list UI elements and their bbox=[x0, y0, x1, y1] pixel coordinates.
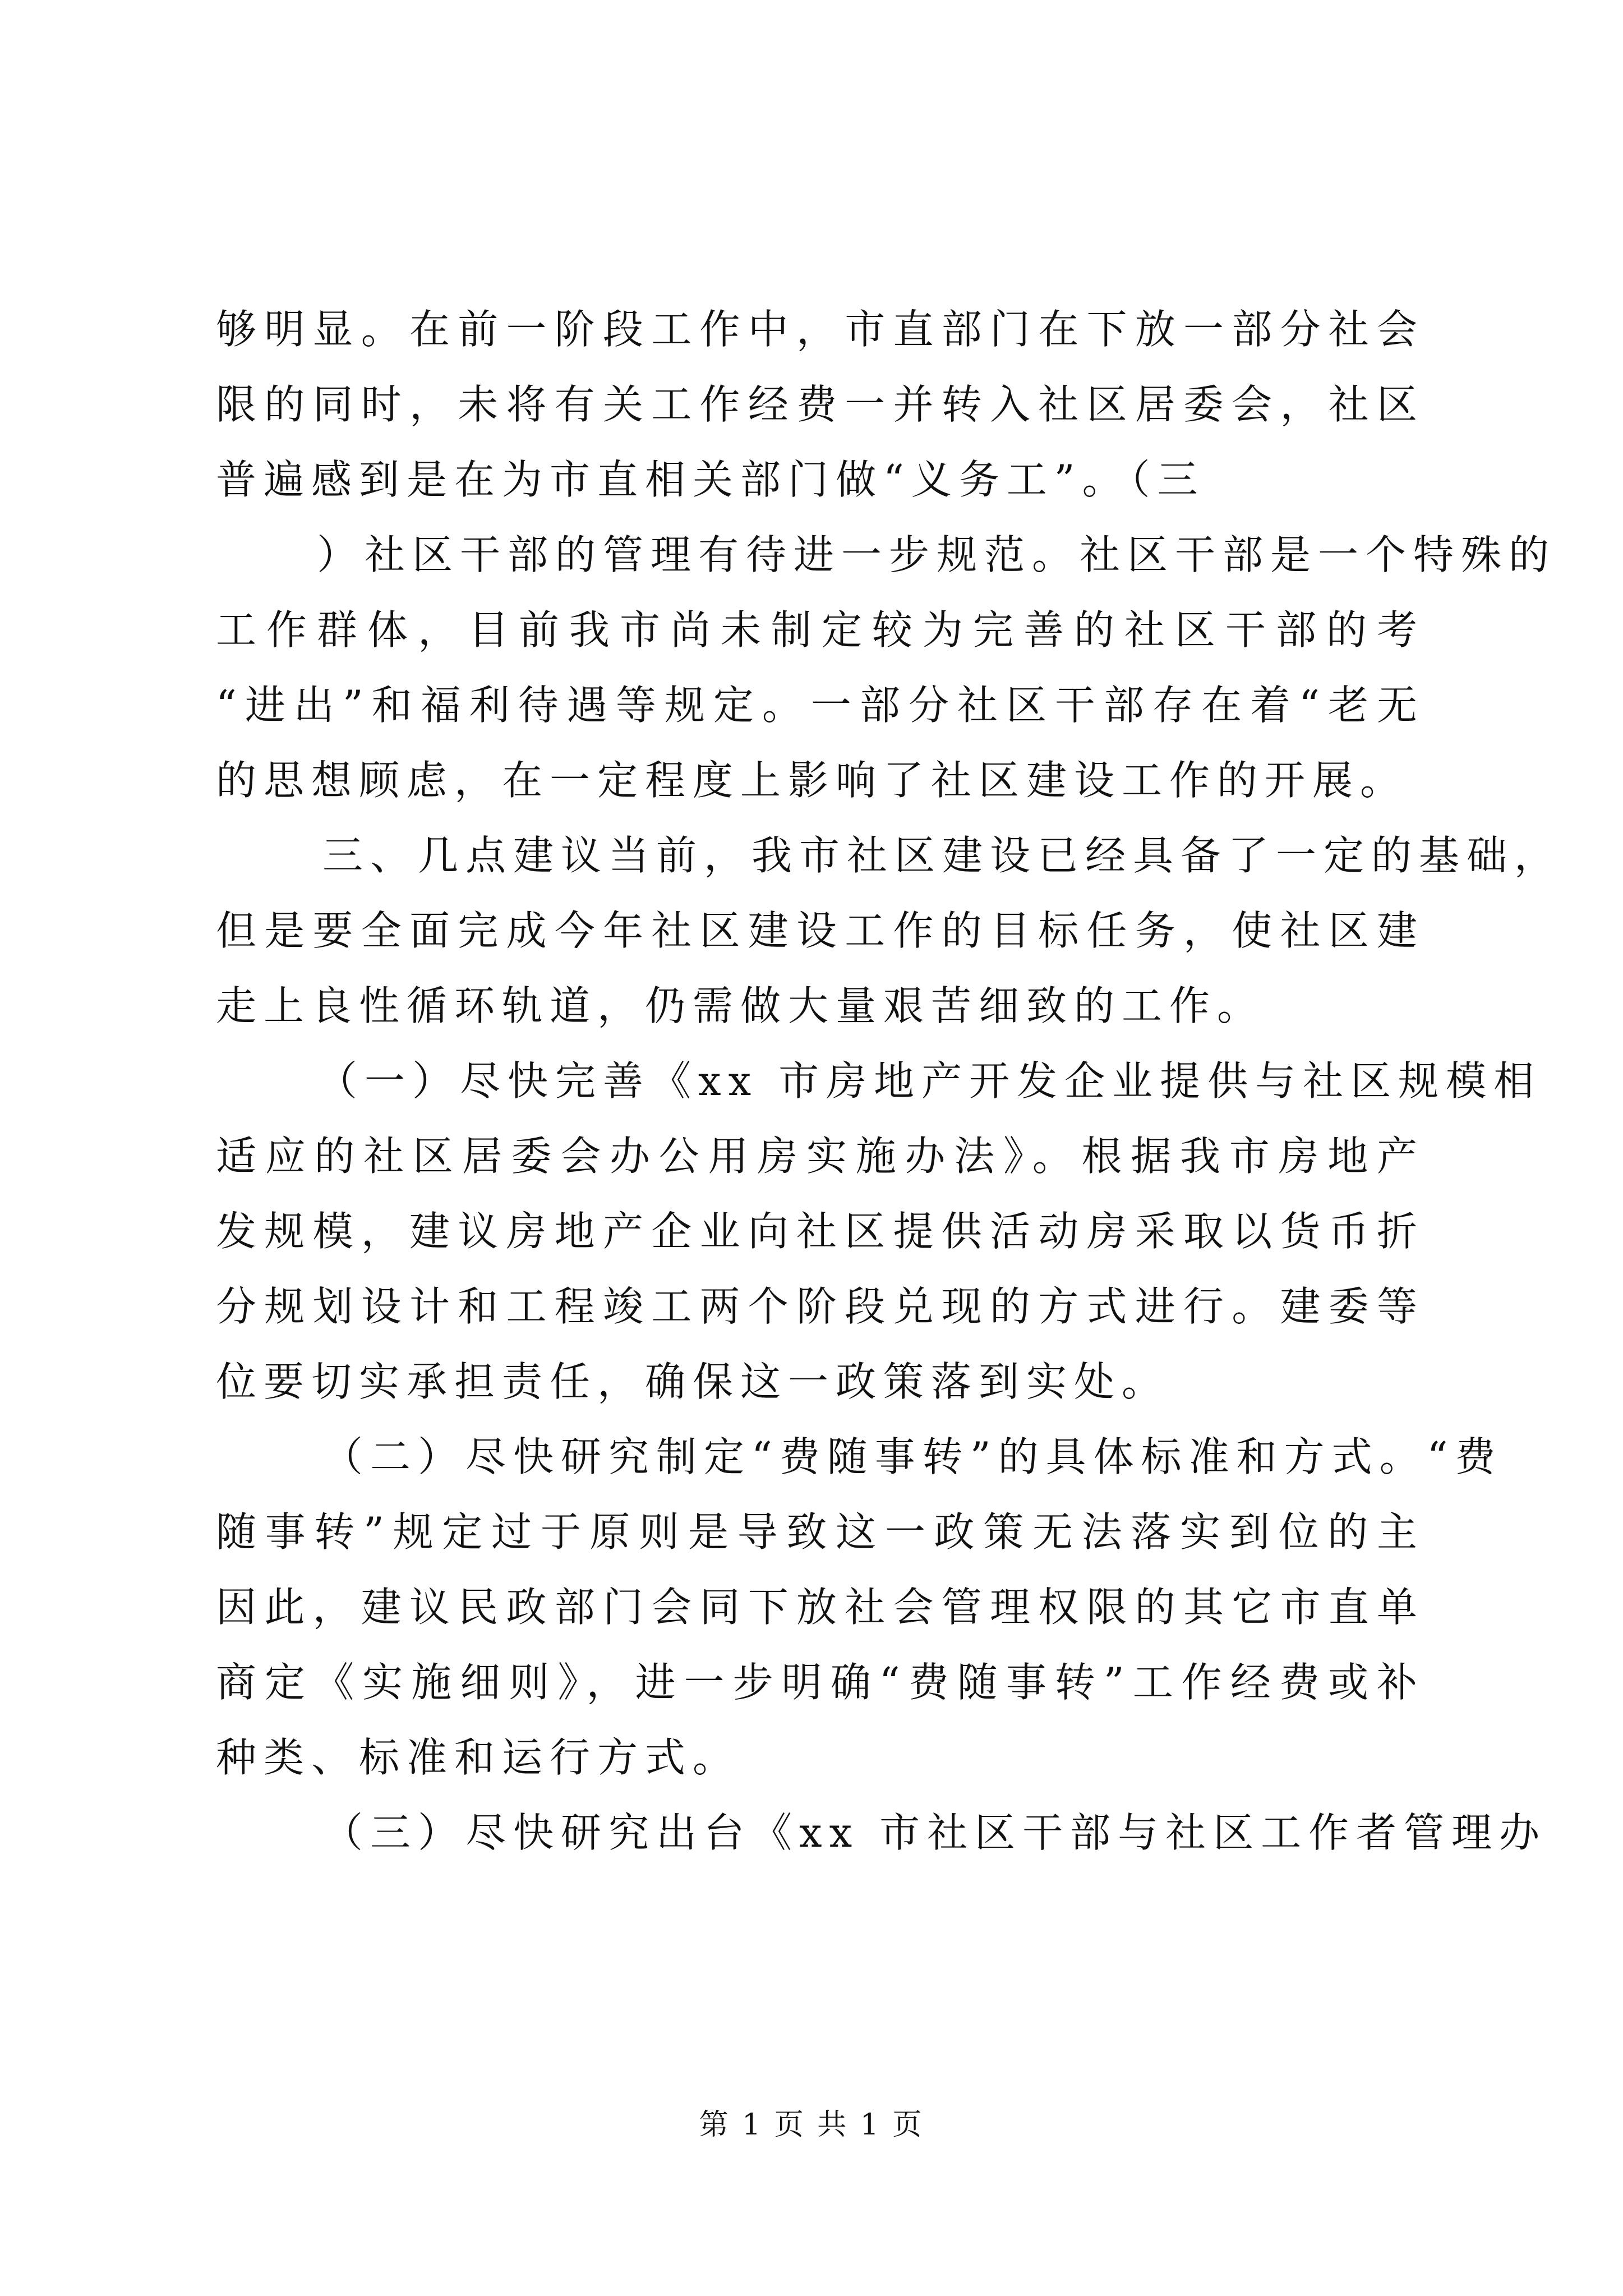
text-line: 发规模，建议房地产企业向社区提供活动房采取以货币折 bbox=[216, 1208, 1424, 1255]
text-line: （二）尽快研究制定“费随事转”的具体标准和方式。“费 bbox=[322, 1433, 1503, 1480]
text-line: ）社区干部的管理有待进一步规范。社区干部是一个特殊的 bbox=[317, 531, 1557, 578]
text-line: （一）尽快完善《xx 市房地产开发企业提供与社区规模相 bbox=[317, 1057, 1542, 1105]
text-line: 因此，建议民政部门会同下放社会管理权限的其它市直单 bbox=[216, 1584, 1424, 1631]
text-line: 的思想顾虑，在一定程度上影响了社区建设工作的开展。 bbox=[216, 757, 1408, 804]
body-text bbox=[216, 292, 1562, 1870]
text-line: “进出”和福利待遇等规定。一部分社区干部存在着“老无 bbox=[216, 682, 1424, 729]
text-line: 三、几点建议当前，我市社区建设已经具备了一定的基础， bbox=[322, 832, 1562, 879]
text-line: 普遍感到是在为市直相关部门做“义务工”。（三 bbox=[216, 456, 1205, 503]
text-line: 走上良性循环轨道，仍需做大量艰苦细致的工作。 bbox=[216, 982, 1265, 1029]
text-line: 种类、标准和运行方式。 bbox=[216, 1734, 741, 1781]
text-line: 工作群体，目前我市尚未制定较为完善的社区干部的考 bbox=[216, 606, 1424, 654]
text-line: 商定《实施细则》，进一步明确“费随事转”工作经费或补 bbox=[216, 1659, 1424, 1706]
text-line: 但是要全面完成今年社区建设工作的目标任务，使社区建 bbox=[216, 907, 1424, 954]
text-line: 够明显。在前一阶段工作中，市直部门在下放一部分社会 bbox=[216, 306, 1424, 353]
text-line: 限的同时，未将有关工作经费一并转入社区居委会，社区 bbox=[216, 381, 1424, 428]
text-line: 随事转”规定过于原则是导致这一政策无法落实到位的主 bbox=[216, 1508, 1424, 1556]
text-line: 适应的社区居委会办公用房实施办法》。根据我市房地产 bbox=[216, 1133, 1424, 1180]
page-number-footer: 第 1 页 共 1 页 bbox=[699, 2108, 924, 2142]
text-line: 位要切实承担责任，确保这一政策落到实处。 bbox=[216, 1358, 1170, 1405]
text-line: 分规划设计和工程竣工两个阶段兑现的方式进行。建委等 bbox=[216, 1283, 1424, 1330]
text-line: （三）尽快研究出台《xx 市社区干部与社区工作者管理办 bbox=[322, 1809, 1547, 1856]
